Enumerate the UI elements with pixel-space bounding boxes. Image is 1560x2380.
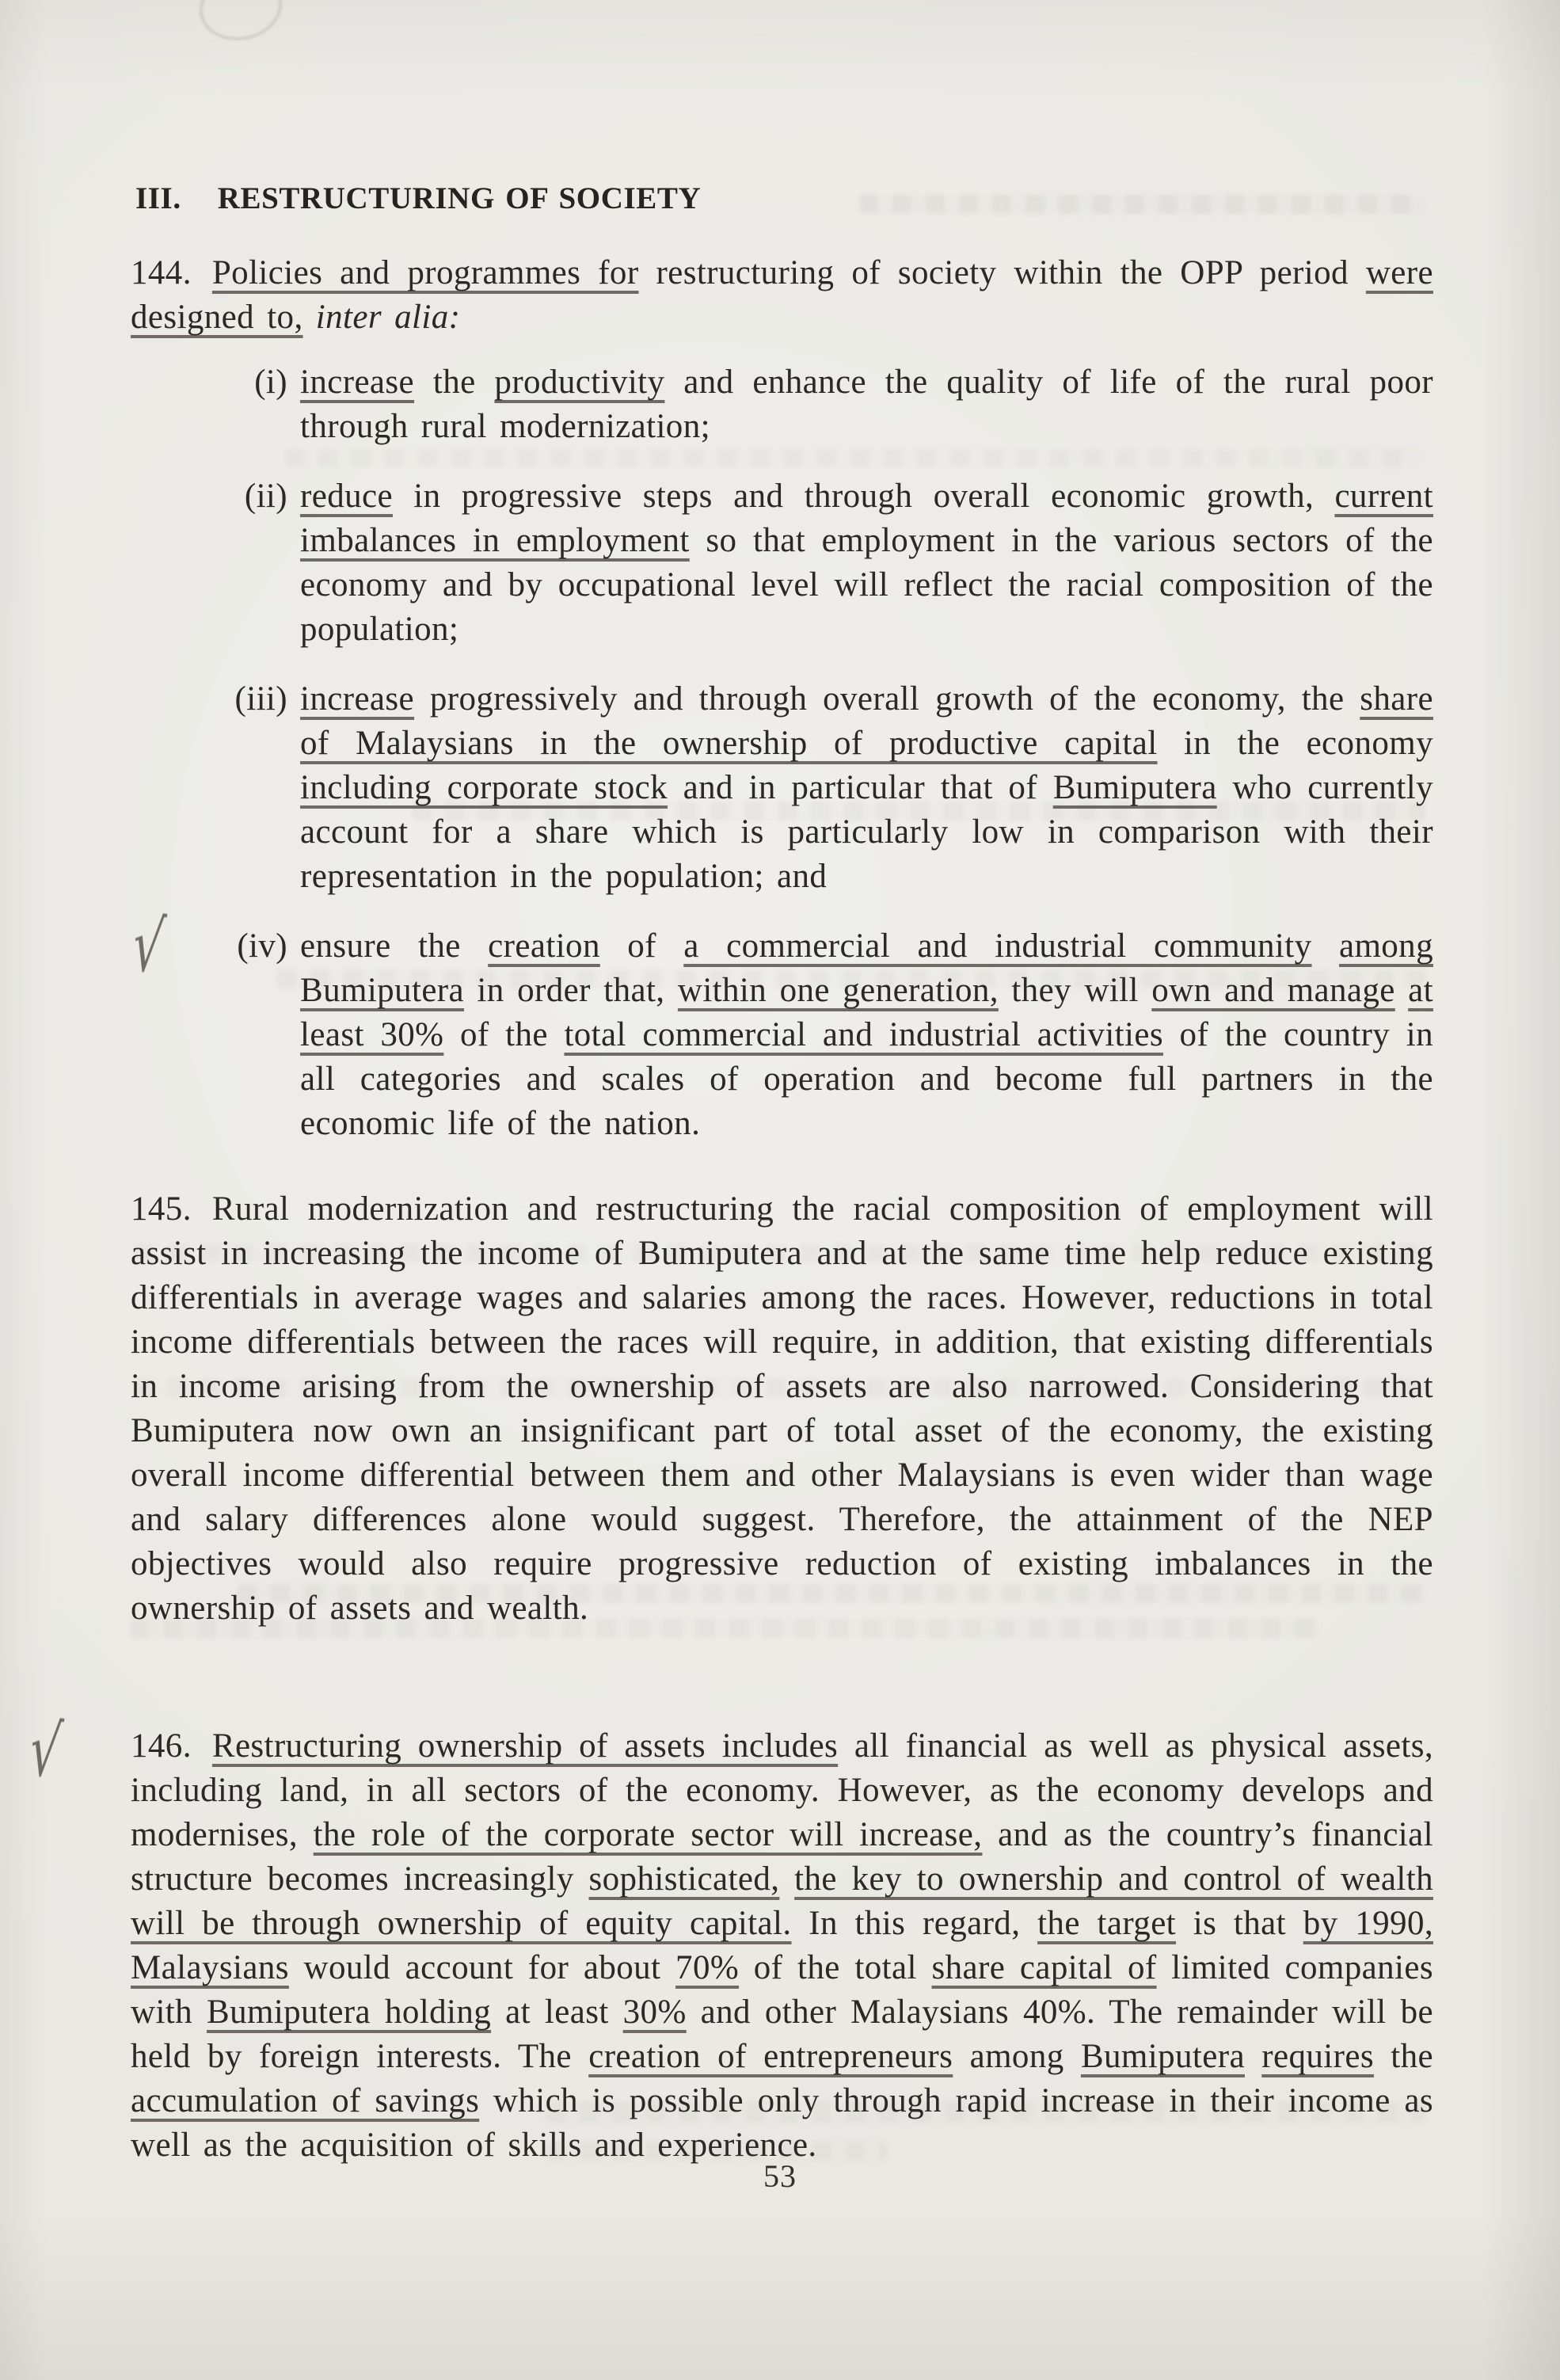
underlined-text: Bumiputera holding [207,1993,492,2031]
document-body [25,251,1434,2168]
underlined-text: 30% [622,1993,687,2031]
page-number: 53 [763,2158,797,2194]
underlined-text: Restructuring ownership of assets includes [211,1727,839,1765]
text-run: in progressive steps and through overall economic growth, [392,478,1335,515]
text-run: of the [443,1016,565,1053]
clause-marker: (iv) [237,927,287,965]
paragraph-number: 144. [131,254,192,291]
text-run: at least [491,1993,623,2031]
text-run: so that employment in the various sectors of the economy and by occupational level will reflect the racial composition of the population; [300,522,1434,648]
underlined-text: requires [1261,2038,1374,2075]
underlined-text: will be through ownership of equity capital. [131,1905,792,1942]
underlined-text: Bumiputera [1052,769,1217,806]
underlined-text: including corporate stock [300,769,668,806]
underlined-text: share of Malaysians in the ownership of productive capital [300,680,1433,762]
section-numeral: III. [135,181,181,215]
text-run: they will [998,972,1152,1009]
underlined-text: 70% [675,1949,740,1986]
text-run [1395,972,1408,1009]
text-run: and other Malaysians 40%. The remainder will be held by foreign interests. The [131,1993,1433,2075]
pencil-smudge [194,0,288,48]
text-run: the [1373,2038,1433,2075]
text-run: restructuring of society within the OPP period [638,254,1366,291]
text-run: the [414,364,495,401]
text-run [1245,2038,1261,2075]
underlined-text: creation [488,927,600,965]
underlined-text: the role of the corporate sector will increase, [313,1816,983,1853]
underlined-text: share capital of [931,1949,1157,1986]
text-run [779,1860,794,1898]
text-block [25,181,1434,2168]
pencil-checkmark: √ [25,1706,66,1795]
text-run: progressively and through overall growth of the economy, the [414,680,1360,718]
text-run: in order that, [464,972,678,1009]
underlined-text: by 1990, Malaysians [131,1905,1433,1986]
underlined-text: increase [300,364,415,401]
underlined-text: among Bumiputera [300,927,1433,1009]
text-run [1312,927,1339,965]
underlined-text: creation of entrepreneurs [588,2038,953,2075]
section-heading [135,181,1433,216]
clause-marker: (iii) [234,680,287,718]
underlined-text: at least 30% [300,972,1434,1053]
underlined-text: sophisticated, [588,1860,780,1898]
underlined-text: the key to ownership and control of wealth [794,1860,1433,1898]
clause-item-i [219,360,1433,449]
underlined-text: Policies and programmes for [211,254,639,291]
clause-marker: (ii) [244,478,287,515]
clause-item-iii [219,677,1433,899]
underlined-text: within one generation, [677,972,999,1009]
text-run: Rural modernization and restructuring the racial composition of employment will assist in increasing the income of Bumiputera and at the same time help reduce existing differentials in average wages and salaries among the races. However, reductions in total income differentials between the races will require, in addition, that existing differentials in income arising from the ownership of assets are also narrowed. Considering that Bumiputera now own an insignificant part of total asset of the economy, the existing overall income differential between them and other Malaysians is even wider than wage and salary differences alone would suggest. Therefore, the attainment of the NEP objectives would also require progressive reduction of existing imbalances in the ownership of assets and wealth. [131,1190,1433,1627]
text-run [303,299,316,336]
text-run: who currently account for a share which is particularly low in comparison with their representation in the population; and [300,769,1434,895]
text-run: In this regard, [791,1905,1038,1942]
clause-item-iv [127,901,1434,1146]
underlined-text: increase [300,680,415,718]
text-run: all financial as well as physical assets, including land, in all sectors of the economy. However, as the economy develops and modernises, [131,1727,1433,1853]
italic-text: inter alia: [315,299,461,336]
clause-text [300,677,1433,899]
clause-text [300,360,1433,449]
underlined-text: reduce [300,478,393,515]
underlined-text: were designed to, [131,254,1433,336]
clause-text [300,474,1433,652]
text-run: in the economy [1157,725,1433,762]
underlined-text: total commercial and industrial activities [564,1016,1163,1053]
underlined-text: the target [1037,1905,1177,1942]
text-run: and enhance the quality of life of the rural poor through rural modernization; [300,364,1433,445]
clause-marker: (i) [254,364,287,401]
clause-item-ii [219,474,1433,652]
text-run: of the total [739,1949,932,1986]
text-run: among [953,2038,1081,2075]
text-run: limited companies with [131,1949,1433,2031]
underlined-text: current imbalances in employment [300,478,1433,559]
text-run: and as the country’s financial structure becomes increasingly [131,1816,1433,1898]
text-run: and in particular that of [667,769,1053,806]
text-run: is that [1176,1905,1303,1942]
section-title: RESTRUCTURING OF SOCIETY [217,181,702,215]
paragraph-144 [131,251,1433,340]
paragraph-number: 146. [131,1727,192,1765]
underlined-text: own and manage [1151,972,1395,1009]
clause-list [127,360,1434,1146]
paragraph-146 [25,1706,1433,2168]
underlined-text: Bumiputera [1080,2038,1245,2075]
underlined-text: productivity [494,364,665,401]
paragraph-number: 145. [131,1190,192,1228]
paragraph-145 [131,1187,1433,1631]
clause-text [300,924,1433,1146]
text-run: of the country in all categories and scales of operation and become full partners in the economic life of the nation. [300,1016,1433,1142]
underlined-text: accumulation of savings [131,2082,480,2119]
text-run: which is possible only through rapid increase in their income as well as the acquisition of skills and experience. [131,2082,1433,2164]
text-run: ensure the [300,927,489,965]
text-run: would account for about [288,1949,676,1986]
underlined-text: a commercial and industrial community [683,927,1312,965]
pencil-checkmark: √ [127,901,169,991]
text-run: of [599,927,684,965]
